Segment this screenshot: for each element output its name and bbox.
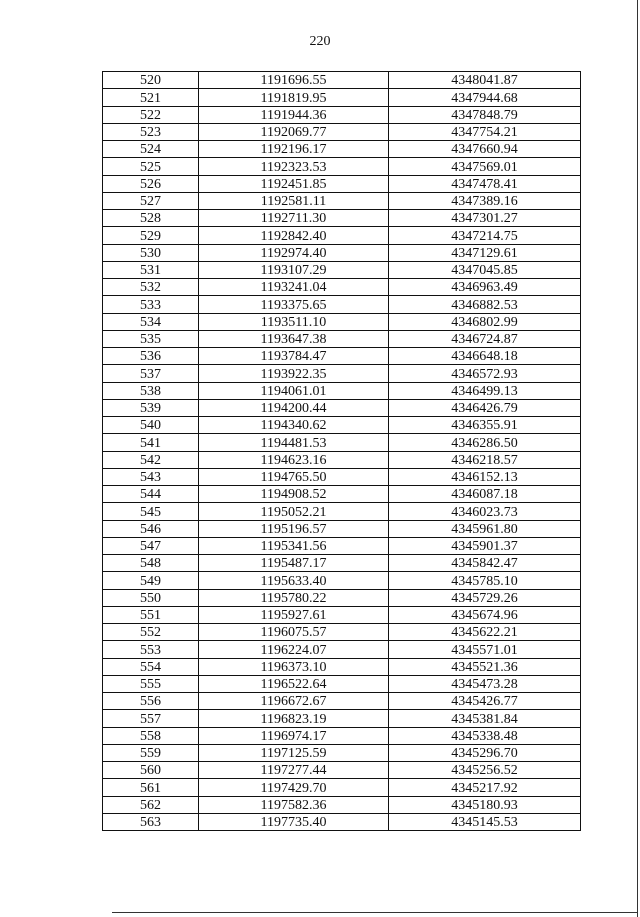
y-coordinate-cell: 4345473.28 bbox=[389, 675, 581, 692]
table-row bbox=[103, 296, 581, 313]
table-row bbox=[103, 382, 581, 399]
table-row bbox=[103, 693, 581, 710]
y-coordinate-cell: 4345338.48 bbox=[389, 727, 581, 744]
point-number-cell: 547 bbox=[103, 537, 199, 554]
x-coordinate-cell: 1196075.57 bbox=[199, 624, 389, 641]
x-coordinate-cell: 1193647.38 bbox=[199, 330, 389, 347]
y-coordinate-cell: 4346572.93 bbox=[389, 365, 581, 382]
point-number-cell: 556 bbox=[103, 693, 199, 710]
x-coordinate-cell: 1193241.04 bbox=[199, 279, 389, 296]
point-number-cell: 529 bbox=[103, 227, 199, 244]
point-number-cell: 560 bbox=[103, 762, 199, 779]
table-row bbox=[103, 744, 581, 761]
coordinates-table-body bbox=[103, 72, 581, 831]
y-coordinate-cell: 4345961.80 bbox=[389, 520, 581, 537]
point-number-cell: 538 bbox=[103, 382, 199, 399]
point-number-cell: 527 bbox=[103, 192, 199, 209]
point-number-cell: 546 bbox=[103, 520, 199, 537]
point-number-cell: 550 bbox=[103, 589, 199, 606]
table-row bbox=[103, 106, 581, 123]
table-row bbox=[103, 589, 581, 606]
table-row bbox=[103, 503, 581, 520]
table-row bbox=[103, 468, 581, 485]
x-coordinate-cell: 1194623.16 bbox=[199, 451, 389, 468]
table-row bbox=[103, 572, 581, 589]
table-row bbox=[103, 141, 581, 158]
table-row bbox=[103, 710, 581, 727]
y-coordinate-cell: 4345180.93 bbox=[389, 796, 581, 813]
table-row bbox=[103, 279, 581, 296]
page-number: 220 bbox=[309, 34, 331, 49]
y-coordinate-cell: 4348041.87 bbox=[389, 72, 581, 89]
point-number-cell: 542 bbox=[103, 451, 199, 468]
point-number-cell: 522 bbox=[103, 106, 199, 123]
table-row bbox=[103, 72, 581, 89]
y-coordinate-cell: 4346882.53 bbox=[389, 296, 581, 313]
y-coordinate-cell: 4347129.61 bbox=[389, 244, 581, 261]
table-row bbox=[103, 796, 581, 813]
y-coordinate-cell: 4346087.18 bbox=[389, 486, 581, 503]
y-coordinate-cell: 4345785.10 bbox=[389, 572, 581, 589]
y-coordinate-cell: 4347944.68 bbox=[389, 89, 581, 106]
x-coordinate-cell: 1194200.44 bbox=[199, 399, 389, 416]
table-row bbox=[103, 244, 581, 261]
y-coordinate-cell: 4346802.99 bbox=[389, 313, 581, 330]
x-coordinate-cell: 1197277.44 bbox=[199, 762, 389, 779]
point-number-cell: 540 bbox=[103, 417, 199, 434]
page-frame-bottom-edge bbox=[112, 912, 638, 913]
table-row bbox=[103, 348, 581, 365]
x-coordinate-cell: 1192711.30 bbox=[199, 210, 389, 227]
table-row bbox=[103, 227, 581, 244]
x-coordinate-cell: 1192451.85 bbox=[199, 175, 389, 192]
y-coordinate-cell: 4346286.50 bbox=[389, 434, 581, 451]
point-number-cell: 563 bbox=[103, 813, 199, 830]
x-coordinate-cell: 1195927.61 bbox=[199, 606, 389, 623]
table-row bbox=[103, 762, 581, 779]
x-coordinate-cell: 1196974.17 bbox=[199, 727, 389, 744]
x-coordinate-cell: 1195633.40 bbox=[199, 572, 389, 589]
table-row bbox=[103, 813, 581, 830]
y-coordinate-cell: 4345426.77 bbox=[389, 693, 581, 710]
y-coordinate-cell: 4345729.26 bbox=[389, 589, 581, 606]
table-row bbox=[103, 779, 581, 796]
point-number-cell: 525 bbox=[103, 158, 199, 175]
y-coordinate-cell: 4345842.47 bbox=[389, 555, 581, 572]
point-number-cell: 539 bbox=[103, 399, 199, 416]
point-number-cell: 549 bbox=[103, 572, 199, 589]
y-coordinate-cell: 4347301.27 bbox=[389, 210, 581, 227]
table-row bbox=[103, 123, 581, 140]
x-coordinate-cell: 1193375.65 bbox=[199, 296, 389, 313]
x-coordinate-cell: 1193107.29 bbox=[199, 261, 389, 278]
x-coordinate-cell: 1193922.35 bbox=[199, 365, 389, 382]
y-coordinate-cell: 4346152.13 bbox=[389, 468, 581, 485]
table-row bbox=[103, 192, 581, 209]
table-row bbox=[103, 658, 581, 675]
point-number-cell: 559 bbox=[103, 744, 199, 761]
table-row bbox=[103, 727, 581, 744]
point-number-cell: 534 bbox=[103, 313, 199, 330]
table-row bbox=[103, 330, 581, 347]
table-row bbox=[103, 313, 581, 330]
point-number-cell: 553 bbox=[103, 641, 199, 658]
point-number-cell: 528 bbox=[103, 210, 199, 227]
y-coordinate-cell: 4345674.96 bbox=[389, 606, 581, 623]
table-row bbox=[103, 210, 581, 227]
table-row bbox=[103, 399, 581, 416]
x-coordinate-cell: 1191944.36 bbox=[199, 106, 389, 123]
y-coordinate-cell: 4347214.75 bbox=[389, 227, 581, 244]
y-coordinate-cell: 4345217.92 bbox=[389, 779, 581, 796]
y-coordinate-cell: 4345521.36 bbox=[389, 658, 581, 675]
point-number-cell: 535 bbox=[103, 330, 199, 347]
y-coordinate-cell: 4346426.79 bbox=[389, 399, 581, 416]
y-coordinate-cell: 4345571.01 bbox=[389, 641, 581, 658]
point-number-cell: 526 bbox=[103, 175, 199, 192]
x-coordinate-cell: 1197735.40 bbox=[199, 813, 389, 830]
x-coordinate-cell: 1192581.11 bbox=[199, 192, 389, 209]
x-coordinate-cell: 1195341.56 bbox=[199, 537, 389, 554]
point-number-cell: 543 bbox=[103, 468, 199, 485]
x-coordinate-cell: 1193784.47 bbox=[199, 348, 389, 365]
point-number-cell: 555 bbox=[103, 675, 199, 692]
x-coordinate-cell: 1193511.10 bbox=[199, 313, 389, 330]
y-coordinate-cell: 4346648.18 bbox=[389, 348, 581, 365]
x-coordinate-cell: 1196823.19 bbox=[199, 710, 389, 727]
x-coordinate-cell: 1196373.10 bbox=[199, 658, 389, 675]
y-coordinate-cell: 4345256.52 bbox=[389, 762, 581, 779]
y-coordinate-cell: 4345901.37 bbox=[389, 537, 581, 554]
y-coordinate-cell: 4346218.57 bbox=[389, 451, 581, 468]
x-coordinate-cell: 1194061.01 bbox=[199, 382, 389, 399]
y-coordinate-cell: 4346963.49 bbox=[389, 279, 581, 296]
x-coordinate-cell: 1195780.22 bbox=[199, 589, 389, 606]
point-number-cell: 558 bbox=[103, 727, 199, 744]
point-number-cell: 541 bbox=[103, 434, 199, 451]
point-number-cell: 545 bbox=[103, 503, 199, 520]
table-row bbox=[103, 89, 581, 106]
point-number-cell: 524 bbox=[103, 141, 199, 158]
table-row bbox=[103, 520, 581, 537]
point-number-cell: 533 bbox=[103, 296, 199, 313]
x-coordinate-cell: 1196224.07 bbox=[199, 641, 389, 658]
y-coordinate-cell: 4347569.01 bbox=[389, 158, 581, 175]
x-coordinate-cell: 1192323.53 bbox=[199, 158, 389, 175]
x-coordinate-cell: 1196672.67 bbox=[199, 693, 389, 710]
table-row bbox=[103, 261, 581, 278]
x-coordinate-cell: 1192196.17 bbox=[199, 141, 389, 158]
page-frame-right-edge bbox=[637, 0, 638, 917]
y-coordinate-cell: 4346355.91 bbox=[389, 417, 581, 434]
x-coordinate-cell: 1194481.53 bbox=[199, 434, 389, 451]
table-row bbox=[103, 555, 581, 572]
table-row bbox=[103, 365, 581, 382]
table-row bbox=[103, 675, 581, 692]
table-row bbox=[103, 537, 581, 554]
x-coordinate-cell: 1196522.64 bbox=[199, 675, 389, 692]
y-coordinate-cell: 4345622.21 bbox=[389, 624, 581, 641]
y-coordinate-cell: 4347478.41 bbox=[389, 175, 581, 192]
table-row bbox=[103, 434, 581, 451]
y-coordinate-cell: 4347045.85 bbox=[389, 261, 581, 278]
table-row bbox=[103, 417, 581, 434]
y-coordinate-cell: 4347848.79 bbox=[389, 106, 581, 123]
y-coordinate-cell: 4347389.16 bbox=[389, 192, 581, 209]
x-coordinate-cell: 1195196.57 bbox=[199, 520, 389, 537]
y-coordinate-cell: 4347660.94 bbox=[389, 141, 581, 158]
x-coordinate-cell: 1191696.55 bbox=[199, 72, 389, 89]
x-coordinate-cell: 1197429.70 bbox=[199, 779, 389, 796]
point-number-cell: 536 bbox=[103, 348, 199, 365]
point-number-cell: 523 bbox=[103, 123, 199, 140]
x-coordinate-cell: 1194908.52 bbox=[199, 486, 389, 503]
table-row bbox=[103, 641, 581, 658]
y-coordinate-cell: 4346499.13 bbox=[389, 382, 581, 399]
x-coordinate-cell: 1197125.59 bbox=[199, 744, 389, 761]
table-row bbox=[103, 486, 581, 503]
point-number-cell: 562 bbox=[103, 796, 199, 813]
point-number-cell: 548 bbox=[103, 555, 199, 572]
x-coordinate-cell: 1197582.36 bbox=[199, 796, 389, 813]
point-number-cell: 551 bbox=[103, 606, 199, 623]
point-number-cell: 530 bbox=[103, 244, 199, 261]
point-number-cell: 531 bbox=[103, 261, 199, 278]
y-coordinate-cell: 4345296.70 bbox=[389, 744, 581, 761]
point-number-cell: 544 bbox=[103, 486, 199, 503]
x-coordinate-cell: 1192069.77 bbox=[199, 123, 389, 140]
point-number-cell: 532 bbox=[103, 279, 199, 296]
point-number-cell: 554 bbox=[103, 658, 199, 675]
table-row bbox=[103, 606, 581, 623]
point-number-cell: 552 bbox=[103, 624, 199, 641]
point-number-cell: 520 bbox=[103, 72, 199, 89]
x-coordinate-cell: 1191819.95 bbox=[199, 89, 389, 106]
x-coordinate-cell: 1195052.21 bbox=[199, 503, 389, 520]
table-row bbox=[103, 451, 581, 468]
y-coordinate-cell: 4346023.73 bbox=[389, 503, 581, 520]
point-number-cell: 521 bbox=[103, 89, 199, 106]
x-coordinate-cell: 1192842.40 bbox=[199, 227, 389, 244]
y-coordinate-cell: 4345381.84 bbox=[389, 710, 581, 727]
x-coordinate-cell: 1194765.50 bbox=[199, 468, 389, 485]
x-coordinate-cell: 1194340.62 bbox=[199, 417, 389, 434]
point-number-cell: 557 bbox=[103, 710, 199, 727]
x-coordinate-cell: 1195487.17 bbox=[199, 555, 389, 572]
table-row bbox=[103, 158, 581, 175]
x-coordinate-cell: 1192974.40 bbox=[199, 244, 389, 261]
y-coordinate-cell: 4345145.53 bbox=[389, 813, 581, 830]
point-number-cell: 537 bbox=[103, 365, 199, 382]
table-row bbox=[103, 175, 581, 192]
y-coordinate-cell: 4346724.87 bbox=[389, 330, 581, 347]
coordinates-table bbox=[102, 71, 581, 831]
table-row bbox=[103, 624, 581, 641]
point-number-cell: 561 bbox=[103, 779, 199, 796]
y-coordinate-cell: 4347754.21 bbox=[389, 123, 581, 140]
